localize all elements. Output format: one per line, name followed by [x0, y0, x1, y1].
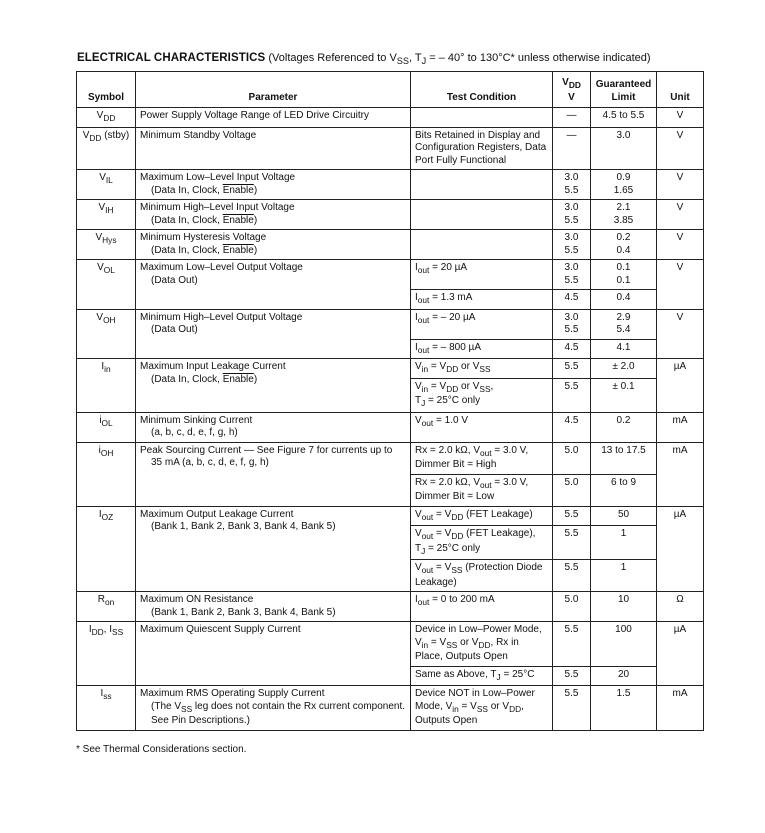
condition-cell: Device NOT in Low–Power Mode, $V_{in} = V_{SS}$ or $V_{DD}$, Outputs Open	[411, 686, 553, 731]
vdd-cell: 5.5	[553, 666, 591, 686]
symbol-cell: $i_{OH}$	[77, 442, 136, 506]
unit-cell: V	[657, 170, 704, 200]
unit-cell: µA	[657, 622, 704, 686]
vdd-cell: 5.5	[553, 526, 591, 560]
vdd-cell: 5.5	[553, 622, 591, 667]
symbol-cell: $V_{OH}$	[77, 309, 136, 359]
footnote: * See Thermal Considerations section.	[76, 744, 247, 755]
table-row-voh	[77, 309, 704, 339]
vdd-cell: 5.5	[553, 560, 591, 592]
parameter-header: Parameter	[136, 72, 411, 108]
parameter-cell: Maximum Low–Level Output Voltage (Data Out)	[136, 260, 411, 310]
parameter-cell: Power Supply Voltage Range of LED Drive Circuitry	[136, 108, 411, 128]
symbol-cell: $V_{IH}$	[77, 200, 136, 230]
vdd-cell: 3.0 5.5	[553, 260, 591, 290]
symbol-cell: $V_{Hys}$	[77, 230, 136, 260]
symbol-cell: $I_{OZ}$	[77, 506, 136, 592]
table-row-vdd-stby	[77, 127, 704, 170]
parameter-cell: Minimum Standby Voltage	[136, 127, 411, 170]
limit-cell: 1.5	[591, 686, 657, 731]
condition-cell: $I_{out}$ = – 800 µA	[411, 339, 553, 359]
vdd-cell: 5.0	[553, 442, 591, 474]
vdd-cell: 5.5	[553, 378, 591, 412]
condition-cell: $I_{out} = 0$ to 200 mA	[411, 592, 553, 622]
vdd-cell: —	[553, 108, 591, 128]
condition-cell: $V_{in} = V_{DD}$ or $V_{SS}$, $T_J = 25^\circ C$ only	[411, 378, 553, 412]
parameter-cell: Maximum Input Leakage Current (Data In, Clock, Enable)	[136, 359, 411, 413]
table-row-vdd	[77, 108, 704, 128]
condition-cell: $V_{out} = V_{DD}$ (FET Leakage), $T_J = 25^\circ C$ only	[411, 526, 553, 560]
vdd-cell: 4.5	[553, 290, 591, 310]
condition-cell: $I_{out}$ = – 20 µA	[411, 309, 553, 339]
vdd-cell: 3.0 5.5	[553, 170, 591, 200]
table-row-vih	[77, 200, 704, 230]
vdd-cell: 5.0	[553, 592, 591, 622]
unit-cell: mA	[657, 686, 704, 731]
vdd-cell: 3.0 5.5	[553, 309, 591, 339]
unit-cell: V	[657, 200, 704, 230]
condition-cell: $V_{in} = V_{DD}$ or $V_{SS}$	[411, 359, 553, 379]
parameter-cell: Maximum RMS Operating Supply Current (The $V_{SS}$ leg does not contain the Rx current component. See Pin Descriptions.)	[136, 686, 411, 731]
vdd-cell: 5.0	[553, 474, 591, 506]
symbol-cell: $V_{DD}$ (stby)	[77, 127, 136, 170]
limit-cell: 2.9 5.4	[591, 309, 657, 339]
symbol-cell: $I_{DD}$, $I_{SS}$	[77, 622, 136, 686]
header-row	[77, 72, 704, 108]
symbol-cell: $V_{OL}$	[77, 260, 136, 310]
table-row-ron	[77, 592, 704, 622]
limit-cell: 0.1 0.1	[591, 260, 657, 290]
parameter-cell: Maximum Low–Level Input Voltage (Data In, Clock, Enable)	[136, 170, 411, 200]
limit-cell: 1	[591, 526, 657, 560]
condition-cell	[411, 200, 553, 230]
electrical-characteristics-table	[76, 71, 704, 731]
limit-cell: 100	[591, 622, 657, 667]
limit-cell: 0.2 0.4	[591, 230, 657, 260]
condition-cell: Same as Above, $T_J = 25^\circ C$	[411, 666, 553, 686]
vdd-cell: —	[553, 127, 591, 170]
table-row-idd	[77, 622, 704, 667]
parameter-cell: Minimum Sinking Current (a, b, c, d, e, f, g, h)	[136, 412, 411, 442]
limit-cell: 4.1	[591, 339, 657, 359]
limit-header: Guaranteed Limit	[591, 72, 657, 108]
limit-cell: 0.9 1.65	[591, 170, 657, 200]
vdd-cell: 3.0 5.5	[553, 230, 591, 260]
limit-cell: 6 to 9	[591, 474, 657, 506]
table-row-ioh	[77, 442, 704, 474]
limit-cell: 20	[591, 666, 657, 686]
limit-cell: ± 2.0	[591, 359, 657, 379]
symbol-cell: $V_{IL}$	[77, 170, 136, 200]
parameter-cell: Maximum ON Resistance (Bank 1, Bank 2, Bank 3, Bank 4, Bank 5)	[136, 592, 411, 622]
symbol-cell: $R_{on}$	[77, 592, 136, 622]
table-row-iol	[77, 412, 704, 442]
limit-cell: 0.4	[591, 290, 657, 310]
condition-cell	[411, 108, 553, 128]
table-title: ELECTRICAL CHARACTERISTICS (Voltages Referenced to $V_{SS}$, $T_J$ = – 40° to 130°C* unless otherwise indicated)	[77, 52, 651, 67]
unit-cell: V	[657, 260, 704, 310]
limit-cell: ± 0.1	[591, 378, 657, 412]
limit-cell: 0.2	[591, 412, 657, 442]
table-row-vhys	[77, 230, 704, 260]
vdd-cell: 5.5	[553, 359, 591, 379]
unit-cell: mA	[657, 412, 704, 442]
symbol-cell: $i_{OL}$	[77, 412, 136, 442]
condition-cell: $I_{out} = 20$ µA	[411, 260, 553, 290]
table-row-vil	[77, 170, 704, 200]
condition-cell	[411, 230, 553, 260]
unit-cell: µA	[657, 506, 704, 592]
unit-cell: V	[657, 230, 704, 260]
vdd-cell: 4.5	[553, 412, 591, 442]
condition-cell: $V_{out} = V_{SS}$ (Protection Diode Leakage)	[411, 560, 553, 592]
vdd-cell: 4.5	[553, 339, 591, 359]
unit-cell: Ω	[657, 592, 704, 622]
table-row-iin	[77, 359, 704, 379]
condition-cell: $I_{out} = 1.3$ mA	[411, 290, 553, 310]
symbol-cell: $I_{in}$	[77, 359, 136, 413]
limit-cell: 1	[591, 560, 657, 592]
limit-cell: 4.5 to 5.5	[591, 108, 657, 128]
condition-cell: Rx = 2.0 kΩ, $V_{out} = 3.0$ V, Dimmer Bit = High	[411, 442, 553, 474]
symbol-cell: $V_{DD}$	[77, 108, 136, 128]
table-row-ioz	[77, 506, 704, 526]
vdd-cell: 3.0 5.5	[553, 200, 591, 230]
test-condition-header: Test Condition	[411, 72, 553, 108]
unit-cell: V	[657, 309, 704, 359]
symbol-header: Symbol	[77, 72, 136, 108]
unit-header: Unit	[657, 72, 704, 108]
limit-cell: 13 to 17.5	[591, 442, 657, 474]
limit-cell: 3.0	[591, 127, 657, 170]
parameter-cell: Peak Sourcing Current — See Figure 7 for currents up to 35 mA (a, b, c, d, e, f, g, h)	[136, 442, 411, 506]
parameter-cell: Maximum Output Leakage Current (Bank 1, Bank 2, Bank 3, Bank 4, Bank 5)	[136, 506, 411, 592]
vdd-cell: 5.5	[553, 506, 591, 526]
parameter-cell: Maximum Quiescent Supply Current	[136, 622, 411, 686]
table-row-iss	[77, 686, 704, 731]
limit-cell: 10	[591, 592, 657, 622]
vdd-header: $V_{DD}$ V	[553, 72, 591, 108]
unit-cell: mA	[657, 442, 704, 506]
condition-cell: Rx = 2.0 kΩ, $V_{out} = 3.0$ V, Dimmer Bit = Low	[411, 474, 553, 506]
vdd-cell: 5.5	[553, 686, 591, 731]
unit-cell: V	[657, 108, 704, 128]
condition-cell: Bits Retained in Display and Configuration Registers, Data Port Fully Functional	[411, 127, 553, 170]
table-row-vol	[77, 260, 704, 290]
unit-cell: µA	[657, 359, 704, 413]
parameter-cell: Minimum Hysteresis Voltage (Data In, Clock, Enable)	[136, 230, 411, 260]
condition-cell: $V_{out} = V_{DD}$ (FET Leakage)	[411, 506, 553, 526]
condition-cell: $V_{out} = 1.0$ V	[411, 412, 553, 442]
symbol-cell: $I_{ss}$	[77, 686, 136, 731]
parameter-cell: Minimum High–Level Input Voltage (Data In, Clock, Enable)	[136, 200, 411, 230]
limit-cell: 2.1 3.85	[591, 200, 657, 230]
condition-cell	[411, 170, 553, 200]
parameter-cell: Minimum High–Level Output Voltage (Data Out)	[136, 309, 411, 359]
condition-cell: Device in Low–Power Mode, $V_{in} = V_{SS}$ or $V_{DD}$, Rx in Place, Outputs Open	[411, 622, 553, 667]
limit-cell: 50	[591, 506, 657, 526]
unit-cell: V	[657, 127, 704, 170]
